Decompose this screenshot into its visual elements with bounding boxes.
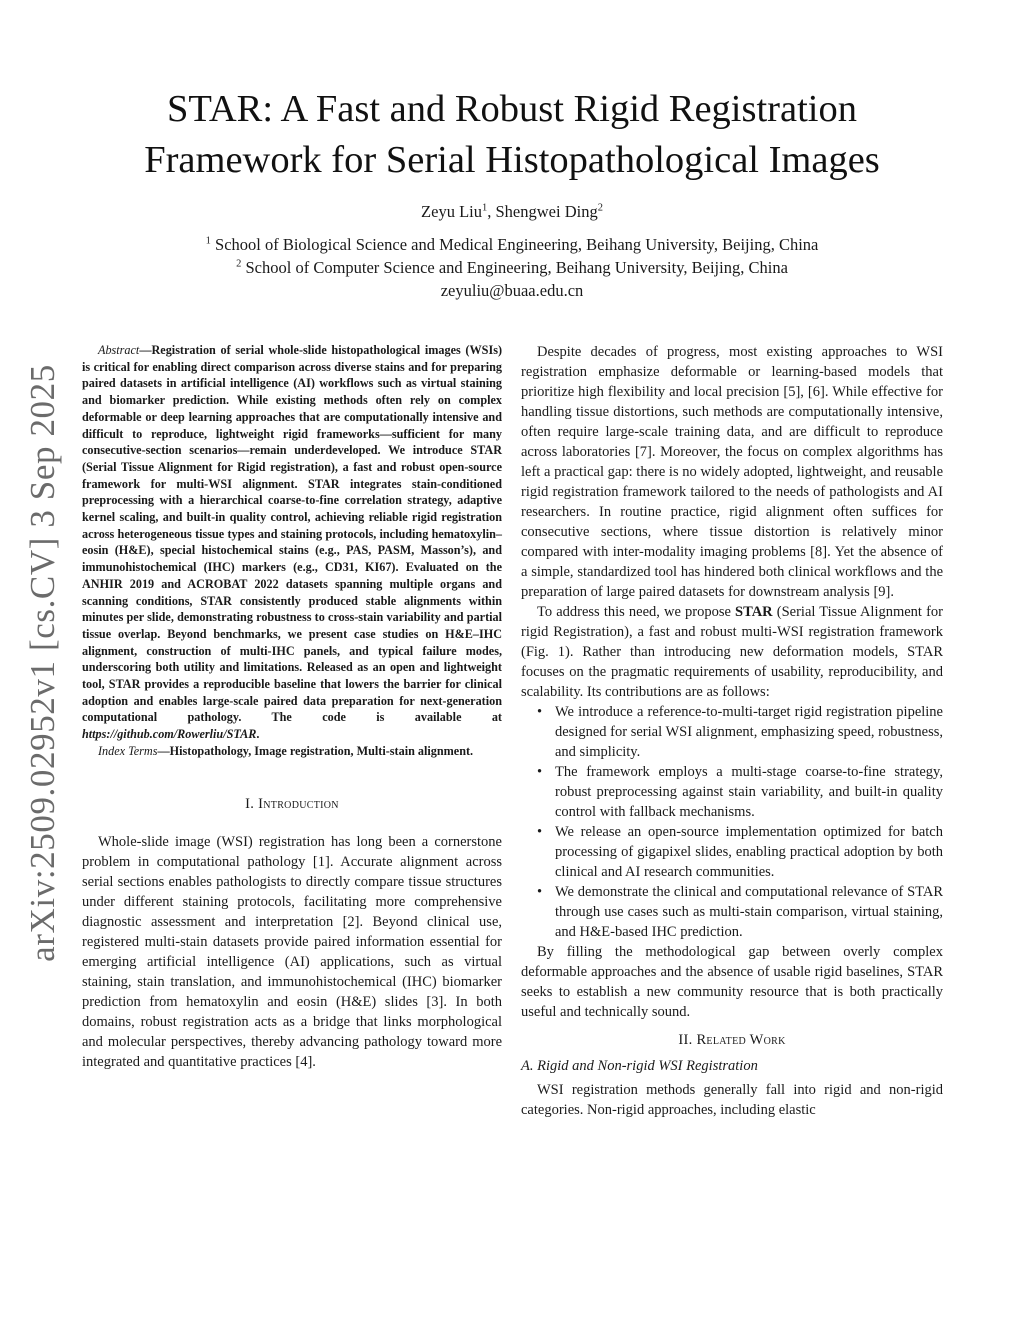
section-title: Introduction: [258, 795, 339, 812]
section-numeral: I.: [245, 795, 259, 812]
bullet-icon: •: [537, 824, 543, 840]
intro-paragraph-4: By filling the methodological gap between overly complex deformable approaches and the absence of usable rigid baselines, STAR seeks to establish a new community resource that is both practically useful and technically sound.: [521, 944, 943, 1020]
title-line-1: STAR: A Fast and Robust Rigid Registration: [167, 88, 857, 130]
affiliation-text: School of Computer Science and Engineering, Beihang University, Beijing, China: [241, 258, 788, 277]
list-item-text: The framework employs a multi-stage coarse-to-fine strategy, robust preprocessing against stain variability, and built-in quality control with fallback mechanisms.: [555, 764, 943, 820]
abstract-text: Registration of serial whole-slide histopathological images (WSIs) is critical for enabling direct comparison across diverse stains and for preparing paired datasets in artificial intelligence (AI) workflows such as virtual staining and biomarker prediction. While existing methods often rely on complex deformable or deep learning approaches that are computationally intensive and difficult to reproduce, lightweight rigid frameworks—sufficient for many consecutive-section scenarios—remain underdeveloped. We introduce STAR (Serial Tissue Alignment for Rigid registration), a fast and robust open-source framework for multi-WSI alignment. STAR integrates stain-conditioned preprocessing with a hierarchical coarse-to-fine correlation strategy, adaptive kernel scaling, and built-in quality control, achieving reliable rigid registration across heterogeneous tissue types and staining protocols, including hematoxylin–eosin (H&E), special histochemical stains (e.g., PAS, PASM, Masson’s), and immunohistochemical (IHC) markers (e.g., CD31, KI67). Evaluated on the ANHIR 2019 and ACROBAT 2022 datasets spanning multiple organs and scanning conditions, STAR consistently produced stable alignments within minutes per slide, demonstrating robustness to cross-stain variability and partial tissue overlap. Beyond benchmarks, we present case studies on H&E–IHC alignment, construction of multi-IHC panels, and typical failure modes, underscoring both utility and limitations. Released as an open and lightweight tool, STAR provides a reproducible baseline that lowers the barrier for clinical adoption and enables large-scale paired data preparation for next-generation computational pathology. The code is available at: [82, 343, 502, 725]
intro-paragraph-1: Whole-slide image (WSI) registration has long been a cornerstone problem in computational pathology [1]. Accurate alignment across serial sections enables pathologists to directly compare tissue structures under different staining protocols, facilitating more comprehensive diagnostic assessment and interpretation [2]. Beyond clinical use, registered multi-stain datasets provide paired information essential for emerging artificial intelligence (AI) applications, such as virtual staining, stain translation, and immunohistochemical (IHC) biomarker prediction from hematoxylin and eosin (H&E) slides [3]. In both domains, robust registration acts as a bridge that links morphological and molecular perspectives, thereby advancing pathology toward more integrated and quantitative practices [4].: [82, 833, 502, 1070]
list-item: [537, 702, 943, 762]
intro-paragraph-2: Despite decades of progress, most existing approaches to WSI registration emphasize deformable or learning-based models that prioritize high flexibility and local precision [5], [6]. While effective for handling tissue distortions, such methods are computationally intensive, often require large-scale training data, and are difficult to reproduce across laboratories [7]. Moreover, the focus on complex algorithms has left a practical gap: there is no widely adopted, lightweight, and reusable rigid registration framework tailored to the needs of pathologists and AI researchers. In routine practice, rigid alignment often suffices for consecutive sections, where tissue distortion is relatively minor compared with inter-modality imaging problems [8]. Yet the absence of a simple, standardized tool has hindered both clinical workflows and the preparation of large paired datasets for downstream analysis [9].: [521, 344, 943, 600]
index-terms-dash: —: [157, 743, 170, 758]
left-column: [82, 342, 502, 1072]
section-heading-related-work: [521, 1030, 943, 1050]
affiliation-mark: 2: [597, 202, 603, 214]
section-title: Related Work: [696, 1032, 786, 1048]
paragraph-text: (Serial Tissue Alignment for rigid Registration), a fast and robust multi-WSI registration framework (Fig. 1). Rather than introducing new deformation models, STAR focuses on the pragmatic requirements of usability, reproducibility, and scalability. Its contributions are as follows:: [521, 604, 943, 700]
contact-email[interactable]: zeyuliu@buaa.edu.cn: [440, 281, 584, 300]
bullet-icon: •: [537, 884, 543, 900]
framework-name: STAR: [735, 604, 773, 620]
list-item-text: We introduce a reference-to-multi-target rigid registration pipeline designed for serial WSI alignment, emphasizing speed, robustness, and simplicity.: [555, 704, 943, 760]
paper-title: [60, 84, 964, 186]
contributions-list: [521, 702, 943, 942]
abstract-label: Abstract: [98, 343, 140, 357]
list-item-text: We release an open-source implementation optimized for batch processing of gigapixel slides, enabling practical adoption by both clinical and AI research communities.: [555, 824, 943, 880]
section-heading-introduction: [82, 794, 502, 814]
related-work-paragraph-1: WSI registration methods generally fall into rigid and non-rigid categories. Non-rigid approaches, including elastic: [521, 1082, 943, 1118]
title-line-2: Framework for Serial Histopathological Images: [144, 139, 880, 181]
affiliation-2: [60, 256, 964, 279]
subsection-heading: A. Rigid and Non-rigid WSI Registration: [521, 1058, 758, 1074]
abstract-end: .: [256, 727, 260, 742]
affiliation-mark: 1: [482, 202, 488, 214]
list-item: [537, 762, 943, 822]
affiliation-mark: 1: [205, 235, 211, 247]
affiliation-text: School of Biological Science and Medical Engineering, Beihang University, Beijing, China: [210, 235, 819, 254]
index-terms-label: Index Terms: [98, 743, 158, 758]
author-name: Zeyu Liu: [421, 202, 482, 221]
paragraph-text: To address this need, we propose: [537, 604, 736, 620]
index-terms: [82, 743, 502, 760]
list-item: [537, 882, 943, 942]
code-repository-link[interactable]: https://github.com/Rowerliu/STAR: [82, 727, 257, 742]
affiliation-1: [60, 233, 964, 256]
bullet-icon: •: [537, 704, 543, 720]
bullet-icon: •: [537, 764, 543, 780]
right-column: [521, 342, 943, 1120]
list-item: [537, 822, 943, 882]
intro-paragraph-3: [521, 602, 943, 702]
abstract-dash: —: [139, 343, 152, 357]
author-name: Shengwei Ding: [495, 202, 598, 221]
index-terms-text: Histopathology, Image registration, Multi-stain alignment.: [169, 743, 474, 758]
arxiv-identifier-stamp: arXiv:2509.02952v1 [cs.CV] 3 Sep 2025: [23, 364, 62, 962]
affiliation-mark: 2: [236, 258, 242, 270]
author-list: [60, 202, 964, 222]
author-separator: ,: [487, 202, 496, 221]
abstract: [82, 342, 502, 743]
list-item-text: We demonstrate the clinical and computational relevance of STAR through use cases such as multi-stain comparison, virtual staining, and H&E-based IHC prediction.: [555, 884, 943, 940]
section-numeral: II.: [678, 1032, 697, 1048]
